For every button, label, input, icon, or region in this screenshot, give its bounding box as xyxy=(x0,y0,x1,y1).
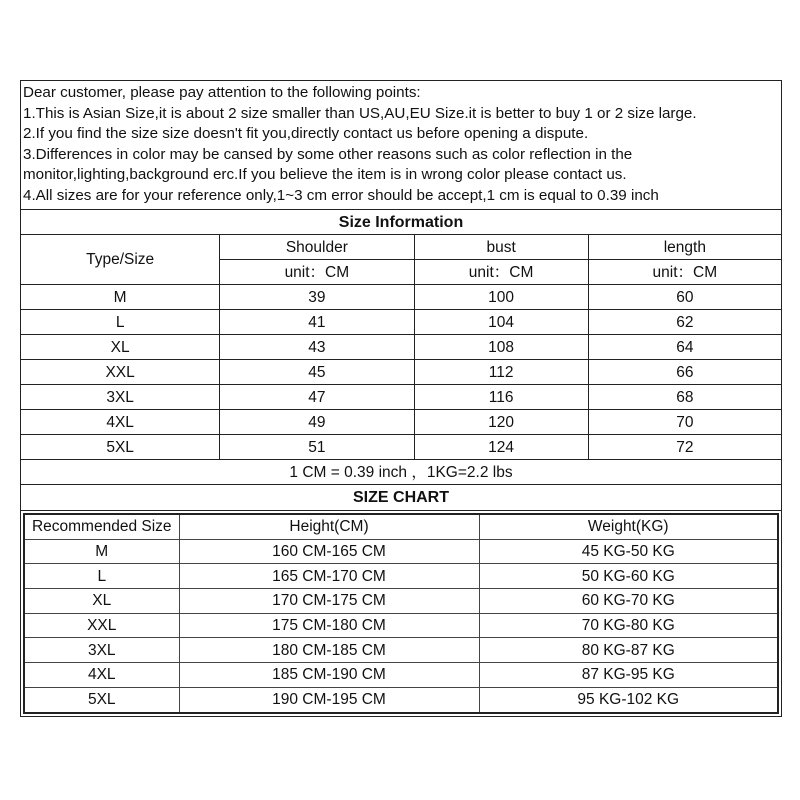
notice-line: 3.Differences in color may be cansed by some other reasons such as color reflection in the xyxy=(23,145,633,163)
height-header: Height(CM) xyxy=(179,514,479,539)
length-header: length xyxy=(588,235,781,260)
size-cell: XXL xyxy=(21,360,220,385)
conversion-note: 1 CM = 0.39 inch ，1KG=2.2 lbs xyxy=(21,460,782,485)
unit-label: unit：CM xyxy=(220,260,414,285)
size-cell: 4XL xyxy=(24,663,179,688)
size-cell: 3XL xyxy=(24,638,179,663)
weight-header: Weight(KG) xyxy=(479,514,778,539)
size-cell: M xyxy=(21,285,220,310)
height-cell: 175 CM-180 CM xyxy=(179,613,479,638)
table-row xyxy=(24,589,778,614)
table-row xyxy=(21,335,782,360)
table-row xyxy=(24,539,778,564)
size-cell: 5XL xyxy=(24,687,179,712)
notice-line: Dear customer, please pay attention to the following points: xyxy=(23,84,421,101)
unit-label: unit：CM xyxy=(588,260,781,285)
bust-cell: 116 xyxy=(414,385,588,410)
height-cell: 165 CM-170 CM xyxy=(179,564,479,589)
customer-notice xyxy=(20,80,782,209)
height-cell: 170 CM-175 CM xyxy=(179,589,479,614)
size-cell: XXL xyxy=(24,613,179,638)
length-cell: 70 xyxy=(588,410,781,435)
height-cell: 185 CM-190 CM xyxy=(179,663,479,688)
table-row xyxy=(24,564,778,589)
table-row xyxy=(21,285,782,310)
length-cell: 68 xyxy=(588,385,781,410)
size-cell: XL xyxy=(24,589,179,614)
length-cell: 62 xyxy=(588,310,781,335)
shoulder-cell: 49 xyxy=(220,410,414,435)
weight-cell: 87 KG-95 KG xyxy=(479,663,778,688)
length-cell: 72 xyxy=(588,435,781,460)
size-chart-title: SIZE CHART xyxy=(21,485,781,511)
shoulder-cell: 45 xyxy=(220,360,414,385)
recommended-size-header: Recommended Size xyxy=(24,514,179,539)
size-cell: L xyxy=(21,310,220,335)
size-cell: XL xyxy=(21,335,220,360)
bust-cell: 104 xyxy=(414,310,588,335)
length-cell: 66 xyxy=(588,360,781,385)
size-chart-table xyxy=(23,513,779,714)
bust-header: bust xyxy=(414,235,588,260)
table-row xyxy=(21,385,782,410)
table-row xyxy=(24,613,778,638)
shoulder-cell: 39 xyxy=(220,285,414,310)
bust-cell: 108 xyxy=(414,335,588,360)
table-row xyxy=(24,638,778,663)
table-row xyxy=(21,410,782,435)
length-cell: 60 xyxy=(588,285,781,310)
shoulder-cell: 47 xyxy=(220,385,414,410)
size-cell: M xyxy=(24,539,179,564)
weight-cell: 60 KG-70 KG xyxy=(479,589,778,614)
size-sheet xyxy=(20,80,782,717)
bust-cell: 112 xyxy=(414,360,588,385)
table-row xyxy=(21,360,782,385)
bust-cell: 124 xyxy=(414,435,588,460)
bust-cell: 100 xyxy=(414,285,588,310)
notice-line: 1.This is Asian Size,it is about 2 size smaller than US,AU,EU Size.it is better to buy 1 or 2 size large. xyxy=(23,104,697,122)
weight-cell: 45 KG-50 KG xyxy=(479,539,778,564)
length-cell: 64 xyxy=(588,335,781,360)
size-cell: L xyxy=(24,564,179,589)
unit-label: unit：CM xyxy=(414,260,588,285)
type-size-header: Type/Size xyxy=(21,235,220,285)
notice-line: monitor,lighting,background erc.If you believe the item is in wrong color please contact us. xyxy=(23,166,627,184)
size-cell: 5XL xyxy=(21,435,220,460)
shoulder-header: Shoulder xyxy=(220,235,414,260)
height-cell: 160 CM-165 CM xyxy=(179,539,479,564)
size-information-title: Size Information xyxy=(21,210,782,235)
table-row xyxy=(21,310,782,335)
table-row xyxy=(24,663,778,688)
table-row xyxy=(24,687,778,712)
shoulder-cell: 51 xyxy=(220,435,414,460)
height-cell: 180 CM-185 CM xyxy=(179,638,479,663)
notice-line: 2.If you find the size size doesn't fit you,directly contact us before opening a dispute. xyxy=(23,125,589,143)
weight-cell: 80 KG-87 KG xyxy=(479,638,778,663)
table-row xyxy=(21,435,782,460)
weight-cell: 50 KG-60 KG xyxy=(479,564,778,589)
size-cell: 4XL xyxy=(21,410,220,435)
size-chart-section xyxy=(20,485,782,717)
weight-cell: 95 KG-102 KG xyxy=(479,687,778,712)
size-information-table xyxy=(20,209,782,485)
weight-cell: 70 KG-80 KG xyxy=(479,613,778,638)
bust-cell: 120 xyxy=(414,410,588,435)
size-cell: 3XL xyxy=(21,385,220,410)
shoulder-cell: 43 xyxy=(220,335,414,360)
height-cell: 190 CM-195 CM xyxy=(179,687,479,712)
notice-line: 4.All sizes are for your reference only,1~3 cm error should be accept,1 cm is equal to 0.39 inch xyxy=(23,186,659,204)
shoulder-cell: 41 xyxy=(220,310,414,335)
